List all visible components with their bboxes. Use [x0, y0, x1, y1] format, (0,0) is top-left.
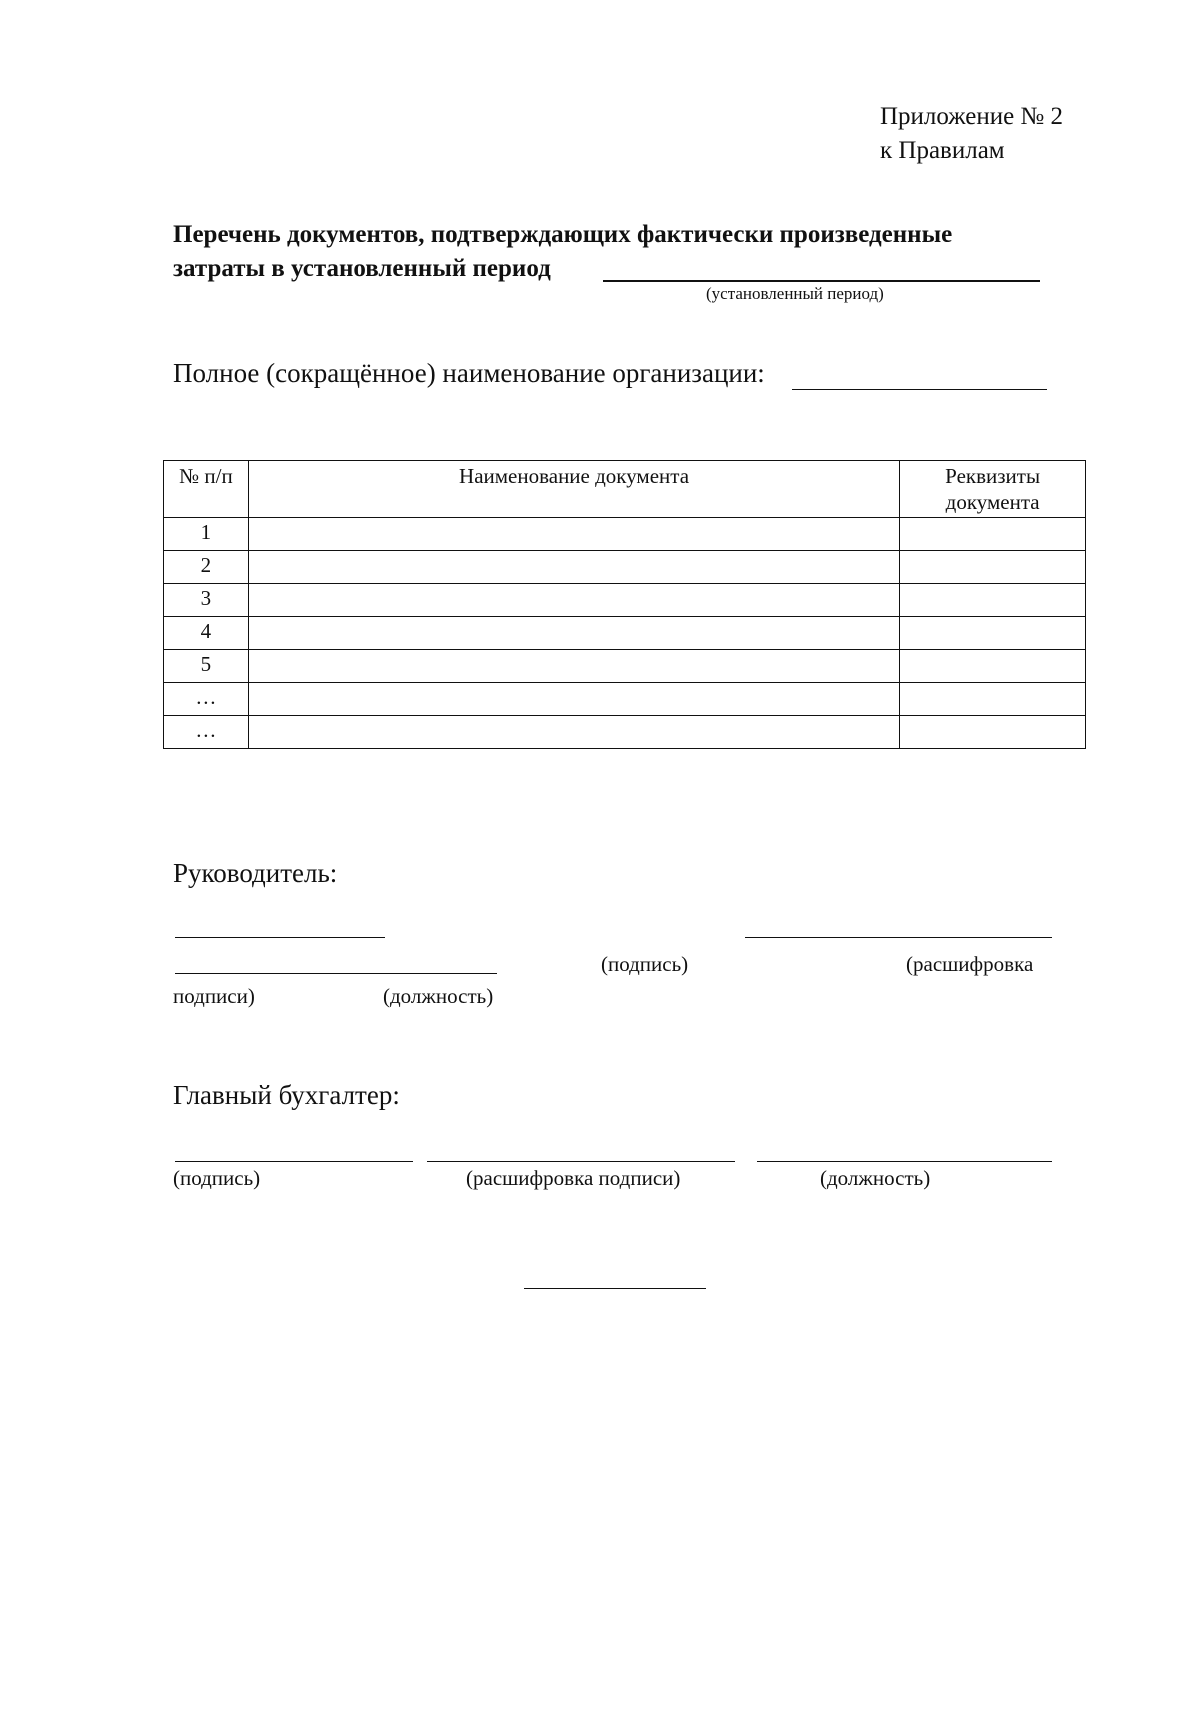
document-name-cell[interactable] [248, 650, 899, 683]
head-position-line-short[interactable] [175, 937, 385, 938]
document-requisites-cell[interactable] [900, 716, 1086, 749]
row-number-cell: … [164, 683, 249, 716]
head-decoding-caption-continued: подписи) [173, 984, 255, 1008]
table-row [164, 650, 1086, 683]
head-position-line[interactable] [175, 973, 497, 974]
head-signature-caption: (подпись) [601, 952, 689, 976]
header-document-requisites [900, 461, 1086, 518]
table-row [164, 683, 1086, 716]
accountant-position-line[interactable] [757, 1161, 1052, 1162]
head-decoding-line[interactable] [745, 937, 1052, 938]
document-title [173, 218, 952, 286]
row-number-cell: 2 [164, 551, 249, 584]
accountant-signature-line[interactable] [175, 1161, 413, 1162]
title-line-1: Перечень документов, подтверждающих фактически произведенные [173, 221, 953, 248]
header-requisites-line-1: Реквизиты [945, 464, 1041, 488]
document-name-cell[interactable] [248, 551, 899, 584]
row-number-cell: 3 [164, 584, 249, 617]
table-header-row [164, 461, 1086, 518]
table-row [164, 617, 1086, 650]
appendix-number: Приложение № 2 [880, 103, 1064, 130]
table-row [164, 518, 1086, 551]
header-num: № п/п [164, 461, 249, 518]
row-number-cell: 1 [164, 518, 249, 551]
organization-fill-line[interactable] [792, 389, 1047, 390]
document-name-cell[interactable] [248, 716, 899, 749]
accountant-position-caption: (должность) [820, 1166, 931, 1190]
table-row [164, 551, 1086, 584]
document-name-cell[interactable] [248, 584, 899, 617]
document-requisites-cell[interactable] [900, 617, 1086, 650]
head-label: Руководитель: [173, 858, 338, 888]
appendix-header [880, 100, 1063, 168]
chief-accountant-label: Главный бухгалтер: [173, 1080, 400, 1110]
period-fill-line[interactable] [603, 280, 1040, 282]
organization-label: Полное (сокращённое) наименование организации: [173, 358, 765, 388]
appendix-rules-ref: к Правилам [880, 137, 1005, 164]
document-requisites-cell[interactable] [900, 551, 1086, 584]
title-line-2: затраты в установленный период [173, 255, 551, 282]
document-requisites-cell[interactable] [900, 683, 1086, 716]
document-requisites-cell[interactable] [900, 650, 1086, 683]
row-number-cell: … [164, 716, 249, 749]
row-number-cell: 5 [164, 650, 249, 683]
document-name-cell[interactable] [248, 518, 899, 551]
header-document-name: Наименование документа [248, 461, 899, 518]
document-name-cell[interactable] [248, 683, 899, 716]
accountant-decoding-line[interactable] [427, 1161, 735, 1162]
closing-separator-line [524, 1288, 706, 1289]
row-number-cell: 4 [164, 617, 249, 650]
document-requisites-cell[interactable] [900, 584, 1086, 617]
accountant-decoding-caption: (расшифровка подписи) [466, 1166, 681, 1190]
table-row [164, 716, 1086, 749]
head-position-caption: (должность) [383, 984, 494, 1008]
documents-table [163, 460, 1086, 749]
period-hint: (установленный период) [706, 284, 884, 303]
table-row [164, 584, 1086, 617]
accountant-signature-caption: (подпись) [173, 1166, 261, 1190]
header-requisites-line-2: документа [945, 490, 1040, 514]
document-name-cell[interactable] [248, 617, 899, 650]
document-requisites-cell[interactable] [900, 518, 1086, 551]
head-decoding-caption: (расшифровка [906, 952, 1034, 976]
